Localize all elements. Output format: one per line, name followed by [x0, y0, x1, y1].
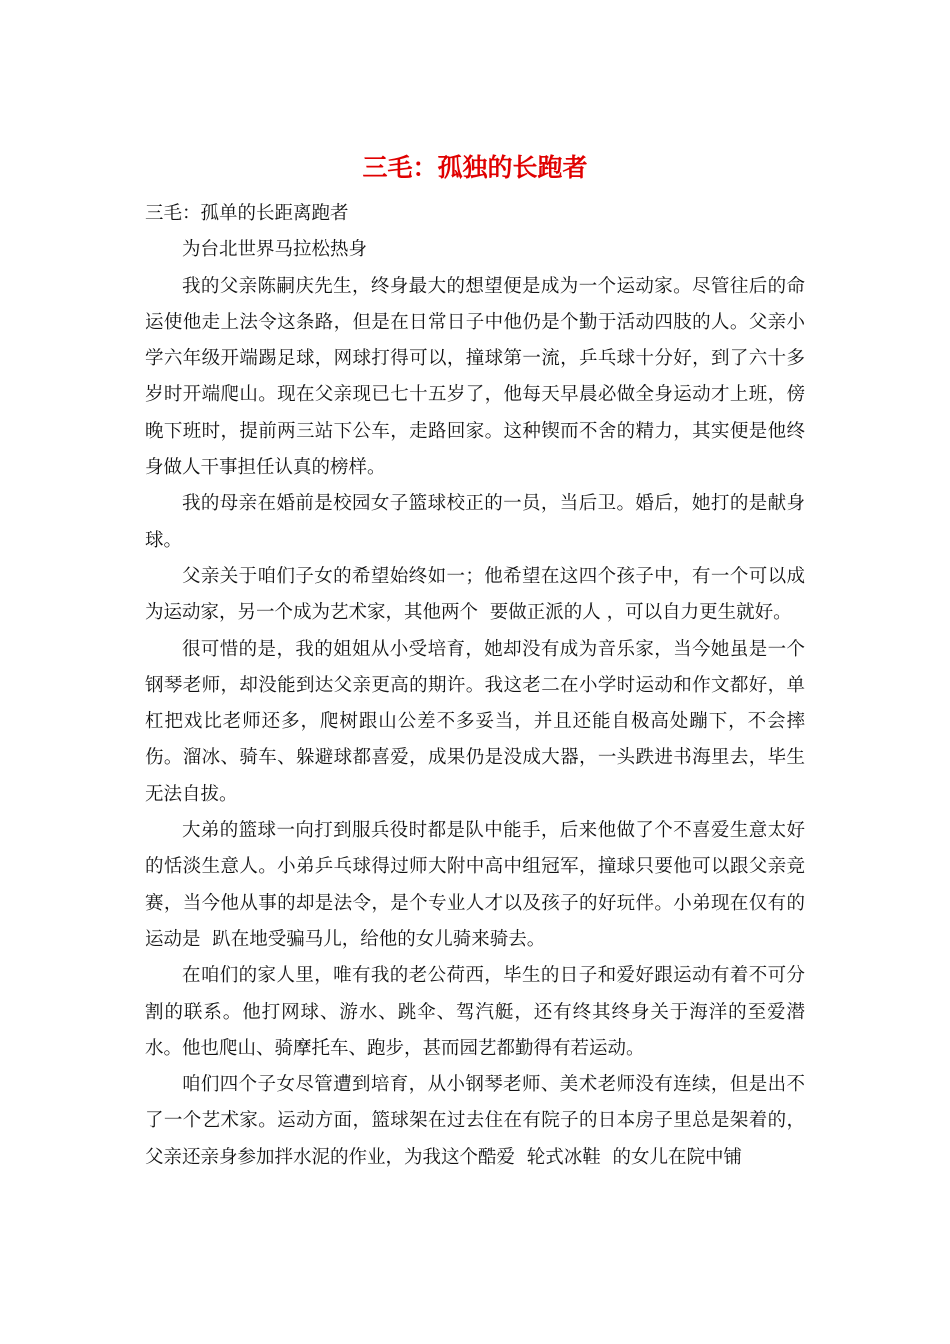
- body-paragraph: 咱们四个子女尽管遭到培育，从小钢琴老师、美术老师没有连续，但是出不了一个艺术家。运动方面，篮球架在过去住在有院子的日本房子里总是架着的，父亲还亲身参加拌水泥的作业，为我这个酷爱 轮式冰鞋 的女儿在院中铺: [145, 1074, 805, 1168]
- body-paragraph: 父亲关于咱们子女的希望始终如一；他希望在这四个孩子中，有一个可以成为运动家，另一个成为艺术家，其他两个 要做正派的人 ，可以自力更生就好。: [145, 565, 805, 624]
- body-paragraph: 我的母亲在婚前是校园女子篮球校正的一员，当后卫。婚后，她打的是献身球。: [145, 493, 805, 551]
- body-paragraph: 为台北世界马拉松热身: [182, 239, 368, 261]
- subtitle-paragraph: 三毛：孤单的长距离跑者: [145, 203, 349, 224]
- body-paragraph: 在咱们的家人里，唯有我的老公荷西，毕生的日子和爱好跟运动有着不可分割的联系。他打网球、游水、跳伞、驾汽艇，还有终其终身关于海洋的至爱潜水。他也爬山、骑摩托车、跑步，甚而园艺都勤得有若运动。: [145, 965, 805, 1059]
- document-title: 三毛：孤独的长跑者: [362, 153, 588, 182]
- body-paragraph: 我的父亲陈嗣庆先生，终身最大的想望便是成为一个运动家。尽管往后的命运使他走上法令这条路，但是在日常日子中他仍是个勤于活动四肢的人。父亲小学六年级开端踢足球，网球打得可以，撞球第一流，乒乓球十分好，到了六十多岁时开端爬山。现在父亲现已七十五岁了，他每天早晨必做全身运动才上班，傍晚下班时，提前两三站下公车，走路回家。这种锲而不舍的精力，其实便是他终身做人干事担任认真的榜样。: [145, 275, 805, 479]
- body-paragraph: 很可惜的是，我的姐姐从小受培育，她却没有成为音乐家，当今她虽是一个钢琴老师，却没能到达父亲更高的期许。我这老二在小学时运动和作文都好，单杠把戏比老师还多，爬树跟山公差不多妥当，并且还能自极高处蹦下，不会摔伤。溜冰、骑车、躲避球都喜爱，成果仍是没成大器，一头跌进书海里去，毕生无法自拔。: [145, 638, 805, 805]
- body-paragraph: 大弟的篮球一向打到服兵役时都是队中能手，后来他做了个不喜爱生意太好的恬淡生意人。小弟乒乓球得过师大附中高中组冠军，撞球只要他可以跟父亲竞赛，当今他从事的却是法令，是个专业人才以及孩子的好玩伴。小弟现在仅有的运动是 趴在地受骗马儿，给他的女儿骑来骑去。: [145, 820, 805, 950]
- document-body: [145, 196, 805, 1176]
